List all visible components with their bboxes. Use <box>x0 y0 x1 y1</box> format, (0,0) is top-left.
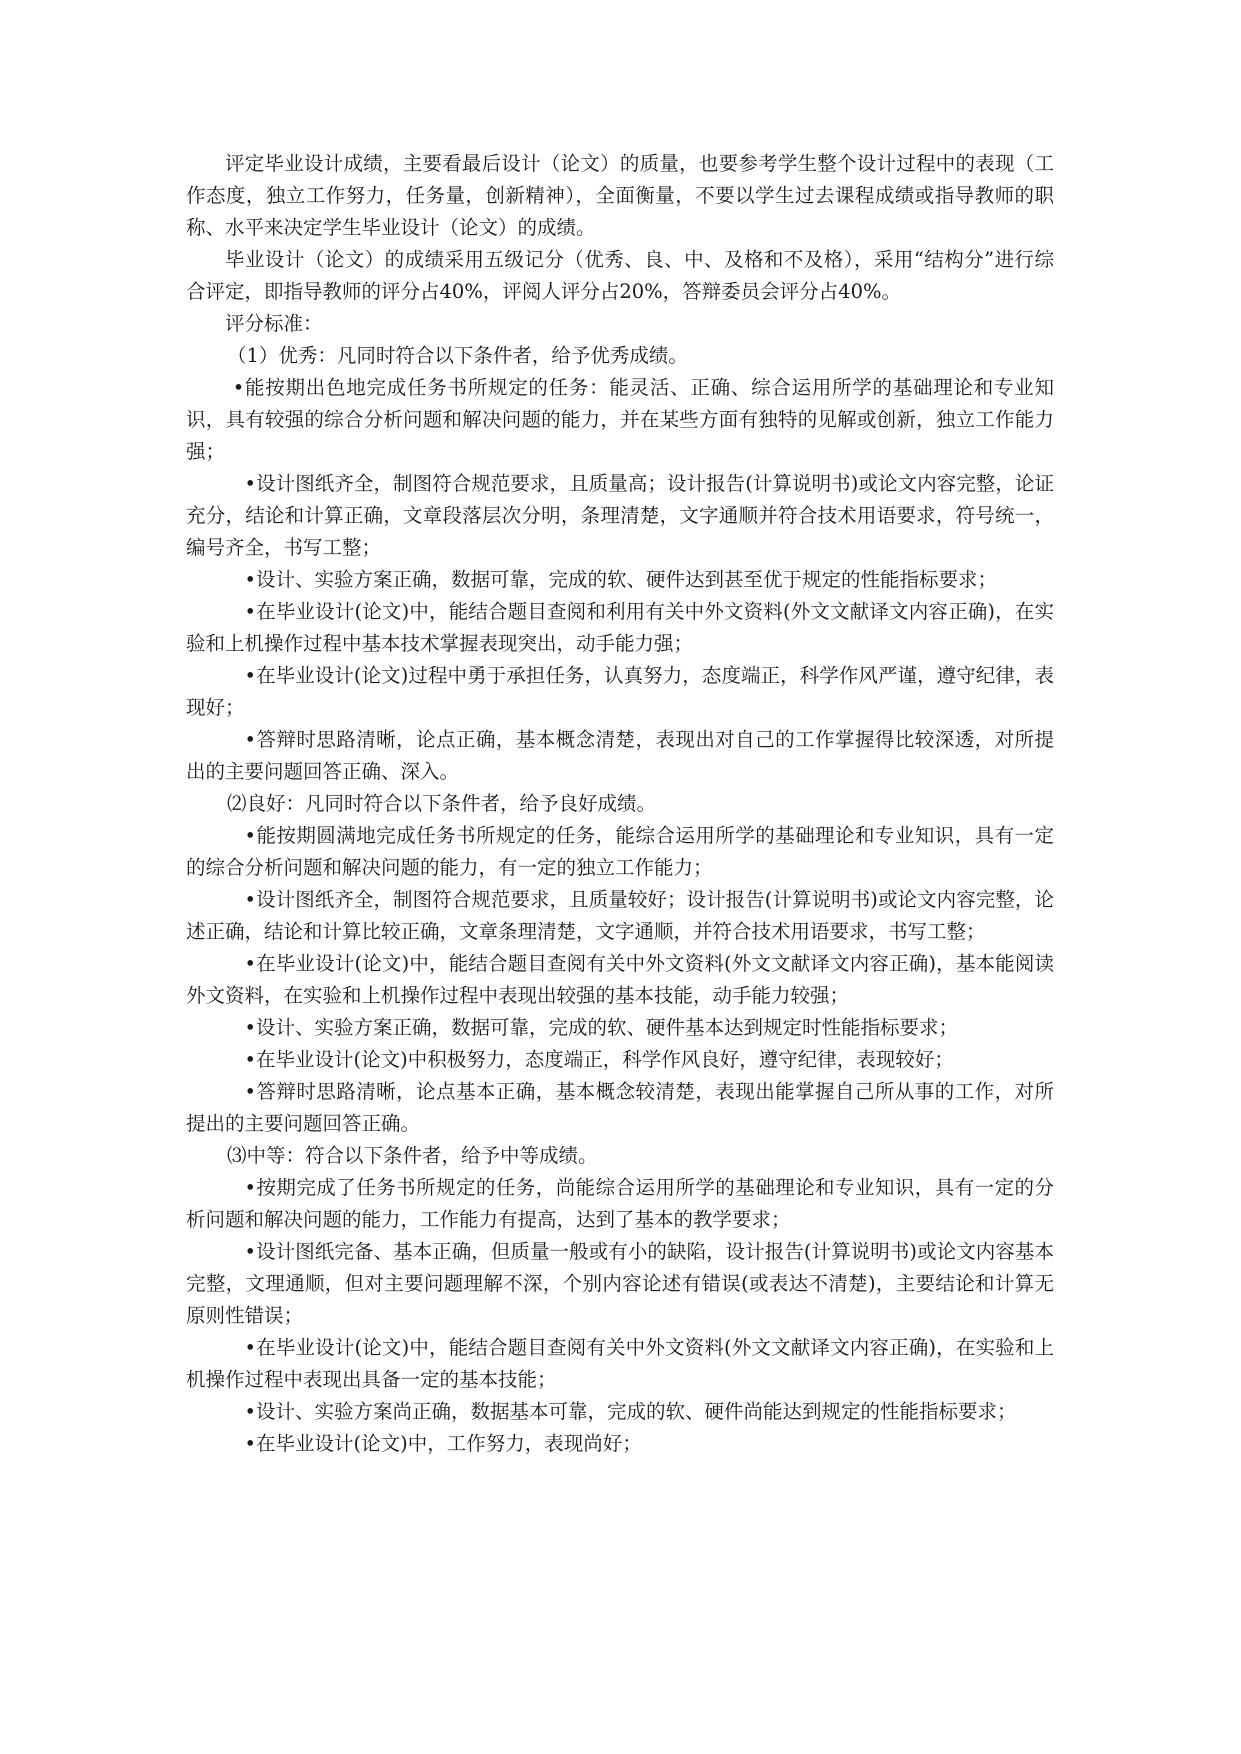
list-item: •在毕业设计(论文)中，能结合题目查阅有关中外文资料(外文文献译文内容正确)，基本能阅读外文资料，在实验和上机操作过程中表现出较强的基本技能，动手能力较强； <box>186 952 1054 1007</box>
grade-heading-excellent: （1）优秀：凡同时符合以下条件者，给予优秀成绩。 <box>226 344 688 367</box>
list-item: •答辩时思路清晰，论点基本正确，基本概念较清楚，表现出能掌握自己所从事的工作，对所提出的主要问题回答正确。 <box>186 1080 1054 1135</box>
list-item: •设计、实验方案尚正确，数据基本可靠，完成的软、硬件尚能达到规定的性能指标要求； <box>244 1400 1017 1423</box>
list-item: •能按期出色地完成任务书所规定的任务：能灵活、正确、综合运用所学的基础理论和专业知识，具有较强的综合分析问题和解决问题的能力，并在某些方面有独特的见解或创新，独立工作能力强； <box>186 376 1054 463</box>
list-item: •在毕业设计(论文)中，能结合题目查阅和利用有关中外文资料(外文文献译文内容正确)，在实验和上机操作过程中基本技术掌握表现突出，动手能力强； <box>186 600 1054 655</box>
list-item: •答辩时思路清晰，论点正确，基本概念清楚，表现出对自己的工作掌握得比较深透，对所提出的主要问题回答正确、深入。 <box>186 728 1054 783</box>
grade-heading-good: ⑵良好：凡同时符合以下条件者，给予良好成绩。 <box>226 792 656 815</box>
paragraph-grading-scheme: 毕业设计（论文）的成绩采用五级记分（优秀、良、中、及格和不及格），采用“结构分”进行综合评定，即指导教师的评分占40%，评阅人评分占20%，答辩委员会评分占40%。 <box>186 248 1054 303</box>
document-page <box>186 148 1054 1460</box>
list-item: •在毕业设计(论文)中，能结合题目查阅有关中外文资料(外文文献译文内容正确)，在实验和上机操作过程中表现出具备一定的基本技能； <box>186 1336 1054 1391</box>
list-item: •设计、实验方案正确，数据可靠，完成的软、硬件基本达到规定时性能指标要求； <box>244 1016 959 1039</box>
list-item: •在毕业设计(论文)中，工作努力，表现尚好； <box>244 1432 642 1455</box>
list-item: •设计图纸齐全，制图符合规范要求，且质量高；设计报告(计算说明书)或论文内容完整，论证充分，结论和计算正确，文章段落层次分明，条理清楚，文字通顺并符合技术用语要求，符号统一，编号齐全，书写工整； <box>186 472 1054 559</box>
paragraph-intro: 评定毕业设计成绩，主要看最后设计（论文）的质量，也要参考学生整个设计过程中的表现（工作态度，独立工作努力，任务量，创新精神），全面衡量，不要以学生过去课程成绩或指导教师的职称、水平来决定学生毕业设计（论文）的成绩。 <box>186 152 1054 239</box>
list-item: •按期完成了任务书所规定的任务，尚能综合运用所学的基础理论和专业知识，具有一定的分析问题和解决问题的能力，工作能力有提高，达到了基本的教学要求； <box>186 1176 1054 1231</box>
paragraph-criteria-heading: 评分标准： <box>225 312 323 335</box>
grade-heading-medium: ⑶中等：符合以下条件者，给予中等成绩。 <box>226 1144 598 1167</box>
list-item: •设计、实验方案正确，数据可靠，完成的软、硬件达到甚至优于规定的性能指标要求； <box>244 568 998 591</box>
list-item: •设计图纸完备、基本正确，但质量一般或有小的缺陷，设计报告(计算说明书)或论文内容基本完整，文理通顺，但对主要问题理解不深，个别内容论述有错误(或表达不清楚)，主要结论和计算无原则性错误； <box>186 1240 1054 1327</box>
list-item: •设计图纸齐全，制图符合规范要求，且质量较好；设计报告(计算说明书)或论文内容完整，论述正确，结论和计算比较正确，文章条理清楚，文字通顺，并符合技术用语要求，书写工整； <box>186 888 1054 943</box>
list-item: •在毕业设计(论文)中积极努力，态度端正，科学作风良好，遵守纪律，表现较好； <box>244 1048 954 1071</box>
list-item: •能按期圆满地完成任务书所规定的任务，能综合运用所学的基础理论和专业知识，具有一定的综合分析问题和解决问题的能力，有一定的独立工作能力； <box>186 824 1054 879</box>
list-item: •在毕业设计(论文)过程中勇于承担任务，认真努力，态度端正，科学作风严谨，遵守纪律，表现好； <box>186 664 1054 719</box>
